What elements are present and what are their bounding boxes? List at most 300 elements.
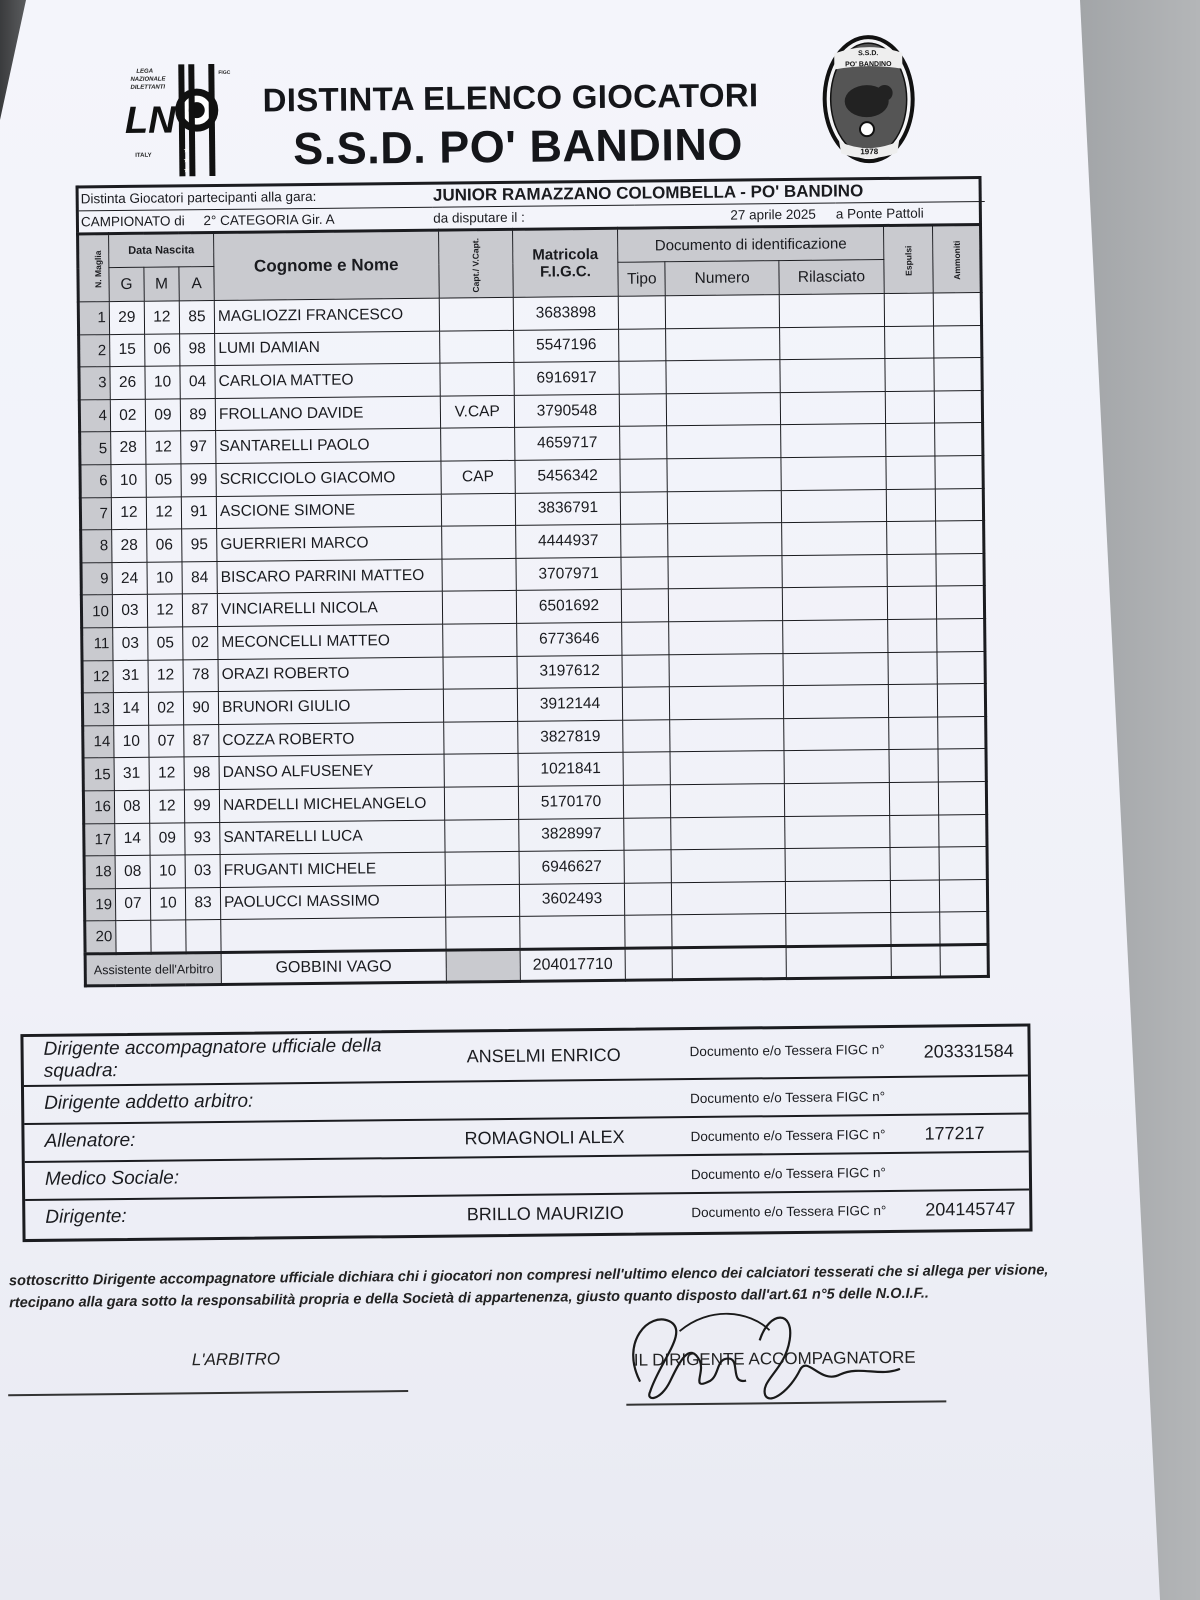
doc-tipo xyxy=(621,557,669,590)
espulsi-cell xyxy=(887,554,937,587)
doc-rilasciato xyxy=(784,750,889,784)
doc-rilasciato xyxy=(781,522,886,556)
col-name: Cognome e Nome xyxy=(214,230,439,300)
staff-doc-label: Documento e/o Tessera FIGC n° xyxy=(690,1089,886,1107)
captain-mark xyxy=(440,428,515,461)
shirt-number: 14 xyxy=(83,725,114,758)
birth-month: 02 xyxy=(148,692,183,725)
birth-month: 10 xyxy=(145,366,180,399)
doc-rilasciato xyxy=(785,880,890,914)
assistant-tipo xyxy=(625,948,673,981)
birth-day: 28 xyxy=(111,432,146,465)
birth-month: 12 xyxy=(147,594,182,627)
birth-day: 15 xyxy=(110,334,145,367)
doc-numero xyxy=(668,490,782,524)
col-document: Documento di identificazione xyxy=(618,225,884,262)
birth-month: 12 xyxy=(146,431,181,464)
player-name: MECONCELLI MATTEO xyxy=(218,624,443,659)
col-captain: Capt./ V.Capt. xyxy=(438,229,513,298)
col-ammoniti: Ammoniti xyxy=(933,224,981,292)
captain-mark xyxy=(442,558,517,591)
birth-day: 03 xyxy=(113,627,148,660)
svg-text:LEGA: LEGA xyxy=(136,68,154,75)
ammoniti-cell xyxy=(938,749,986,782)
col-matricola: Matricola F.I.G.C. xyxy=(512,228,618,297)
svg-text:PO' BANDINO: PO' BANDINO xyxy=(845,60,892,69)
player-name: PAOLUCCI MASSIMO xyxy=(220,885,445,920)
shirt-number: 12 xyxy=(82,660,113,693)
birth-year: 99 xyxy=(184,789,219,822)
player-matricola: 3827819 xyxy=(518,720,623,754)
birth-year: 03 xyxy=(185,855,220,888)
espulsi-cell xyxy=(889,782,939,815)
ammoniti-cell xyxy=(935,455,983,488)
birth-year xyxy=(186,920,221,953)
doc-rilasciato xyxy=(785,815,890,849)
birth-day: 10 xyxy=(111,464,146,497)
birth-month xyxy=(151,920,186,953)
espulsi-cell xyxy=(890,847,940,880)
player-matricola: 5170170 xyxy=(518,785,623,819)
doc-numero xyxy=(666,360,780,394)
player-matricola: 6501692 xyxy=(516,590,621,624)
match-name: JUNIOR RAMAZZANO COLOMBELLA - PO' BANDINO xyxy=(432,180,864,205)
shirt-number: 5 xyxy=(80,432,111,465)
staff-role: Dirigente accompagnatore ufficiale della squadra: xyxy=(43,1035,382,1082)
col-espulsi: Espulsi xyxy=(883,225,933,294)
captain-mark: V.CAP xyxy=(440,395,515,428)
birth-day: 24 xyxy=(112,562,147,595)
shirt-number: 2 xyxy=(79,334,110,367)
birth-month: 05 xyxy=(148,627,183,660)
espulsi-cell xyxy=(889,749,939,782)
espulsi-cell xyxy=(889,717,939,750)
shirt-number: 6 xyxy=(80,465,111,498)
shirt-number: 15 xyxy=(83,758,114,791)
doc-tipo xyxy=(619,394,667,427)
doc-tipo xyxy=(620,426,668,459)
doc-tipo xyxy=(619,361,667,394)
birth-month: 10 xyxy=(147,562,182,595)
ammoniti-cell xyxy=(934,292,982,325)
player-name: VINCIARELLI NICOLA xyxy=(217,591,442,626)
doc-rilasciato xyxy=(782,587,887,621)
doc-rilasciato xyxy=(781,456,886,490)
birth-month: 09 xyxy=(145,399,180,432)
birth-day: 14 xyxy=(113,692,148,725)
ammoniti-cell xyxy=(939,847,987,880)
birth-day: 31 xyxy=(113,660,148,693)
birth-year: 02 xyxy=(183,626,218,659)
shirt-number: 9 xyxy=(81,562,112,595)
svg-text:LN: LN xyxy=(124,99,176,142)
player-name xyxy=(221,917,446,952)
date-label: da disputare il : xyxy=(433,209,525,226)
espulsi-cell xyxy=(891,912,941,945)
staff-name: ANSELMI ENRICO xyxy=(466,1044,621,1067)
staff-name xyxy=(424,1088,664,1091)
doc-rilasciato xyxy=(782,619,887,653)
ammoniti-cell xyxy=(936,488,984,521)
doc-rilasciato xyxy=(786,913,891,947)
staff-doc-label: Documento e/o Tessera FIGC n° xyxy=(691,1203,887,1221)
captain-mark xyxy=(445,851,520,884)
birth-day: 14 xyxy=(115,823,150,856)
birth-day: 10 xyxy=(114,725,149,758)
player-matricola: 3836791 xyxy=(515,492,620,526)
birth-month: 09 xyxy=(150,822,185,855)
shirt-number: 8 xyxy=(81,530,112,563)
shirt-number: 3 xyxy=(79,367,110,400)
player-matricola: 3707971 xyxy=(516,557,621,591)
ammoniti-cell xyxy=(935,423,983,456)
club-title: S.S.D. PO' BANDINO xyxy=(292,118,744,175)
espulsi-cell xyxy=(886,423,936,456)
doc-tipo xyxy=(623,719,671,752)
col-birth: Data Nascita xyxy=(108,233,213,268)
shirt-number: 1 xyxy=(78,302,109,335)
doc-tipo xyxy=(624,882,672,915)
birth-day: 28 xyxy=(112,529,147,562)
doc-numero xyxy=(669,588,783,622)
lnd-logo xyxy=(122,62,233,181)
birth-year: 93 xyxy=(185,822,220,855)
ammoniti-cell xyxy=(937,586,985,619)
player-matricola: 1021841 xyxy=(518,753,623,787)
birth-month: 06 xyxy=(147,529,182,562)
player-matricola: 6773646 xyxy=(517,622,622,656)
assistant-label: Assistente dell'Arbitro xyxy=(85,952,221,986)
staff-box xyxy=(20,1024,1032,1243)
player-matricola: 4444937 xyxy=(516,524,621,558)
player-name: NARDELLI MICHELANGELO xyxy=(219,787,444,822)
captain-mark xyxy=(444,754,519,787)
espulsi-cell xyxy=(887,586,937,619)
doc-numero xyxy=(667,392,781,426)
svg-text:DILETTANTI: DILETTANTI xyxy=(130,84,166,91)
assistant-ammoniti xyxy=(941,944,989,977)
ammoniti-cell xyxy=(934,325,982,358)
staff-doc-number: 177217 xyxy=(924,1122,985,1144)
shirt-number: 19 xyxy=(84,888,115,921)
staff-role: Allenatore: xyxy=(44,1129,136,1152)
svg-text:NAZIONALE: NAZIONALE xyxy=(130,76,166,83)
espulsi-cell xyxy=(886,456,936,489)
ammoniti-cell xyxy=(939,781,987,814)
espulsi-cell xyxy=(888,684,938,717)
player-name: ORAZI ROBERTO xyxy=(218,657,443,692)
svg-text:S.S.D.: S.S.D. xyxy=(858,50,879,58)
player-name: SANTARELLI PAOLO xyxy=(216,429,441,464)
doc-numero xyxy=(668,555,782,589)
doc-rilasciato xyxy=(784,782,889,816)
referee-signature-line xyxy=(8,1390,408,1396)
staff-doc-label: Documento e/o Tessera FIGC n° xyxy=(690,1127,886,1145)
shirt-number: 18 xyxy=(84,856,115,889)
espulsi-cell xyxy=(888,619,938,652)
captain-mark xyxy=(443,656,518,689)
birth-year: 99 xyxy=(181,463,216,496)
birth-day: 12 xyxy=(111,497,146,530)
doc-tipo xyxy=(621,589,669,622)
espulsi-cell xyxy=(885,326,935,359)
birth-year: 87 xyxy=(182,594,217,627)
player-matricola: 3912144 xyxy=(517,687,622,721)
birth-year: 04 xyxy=(180,366,215,399)
birth-month: 07 xyxy=(149,725,184,758)
doc-tipo xyxy=(622,622,670,655)
espulsi-cell xyxy=(886,489,936,522)
espulsi-cell xyxy=(885,391,935,424)
birth-day: 31 xyxy=(114,758,149,791)
doc-numero xyxy=(672,914,786,948)
player-matricola: 6916917 xyxy=(514,361,619,395)
doc-numero xyxy=(672,881,786,915)
shirt-number: 11 xyxy=(82,628,113,661)
assistant-rilasciato xyxy=(786,945,891,979)
captain-mark xyxy=(444,786,519,819)
shirt-number: 7 xyxy=(80,497,111,530)
player-name: MAGLIOZZI FRANCESCO xyxy=(214,298,439,333)
birth-year: 95 xyxy=(182,529,217,562)
doc-tipo xyxy=(618,296,666,329)
svg-text:★: ★ xyxy=(183,156,190,165)
doc-numero xyxy=(670,751,784,785)
match-place: a Ponte Pattoli xyxy=(835,205,924,222)
shirt-number: 16 xyxy=(83,790,114,823)
staff-role: Dirigente: xyxy=(45,1205,127,1228)
captain-mark xyxy=(440,363,515,396)
player-matricola: 3828997 xyxy=(519,818,624,852)
svg-text:FIGC: FIGC xyxy=(218,69,231,76)
svg-text:★: ★ xyxy=(183,166,190,175)
staff-doc-number: 203331584 xyxy=(923,1040,1014,1062)
shirt-number: 10 xyxy=(81,595,112,628)
doc-rilasciato xyxy=(779,293,884,327)
espulsi-cell xyxy=(890,880,940,913)
doc-tipo xyxy=(623,785,671,818)
doc-rilasciato xyxy=(783,652,888,686)
ammoniti-cell xyxy=(936,521,984,554)
staff-doc-number: 204145747 xyxy=(925,1198,1016,1220)
match-date: 27 aprile 2025 xyxy=(730,206,816,223)
player-name: CARLOIA MATTEO xyxy=(215,363,440,398)
club-logo xyxy=(820,33,917,166)
player-name: LUMI DAMIAN xyxy=(215,331,440,366)
player-name: SCRICCIOLO GIACOMO xyxy=(216,461,441,496)
manager-signature-label: IL DIRIGENTE ACCOMPAGNATORE xyxy=(633,1347,916,1370)
birth-day: 08 xyxy=(115,855,150,888)
doc-numero xyxy=(671,783,785,817)
player-matricola: 5547196 xyxy=(514,329,619,363)
birth-day: 26 xyxy=(110,366,145,399)
staff-doc-label: Documento e/o Tessera FIGC n° xyxy=(690,1165,886,1183)
doc-numero xyxy=(666,327,780,361)
ammoniti-cell xyxy=(940,912,988,945)
staff-role: Medico Sociale: xyxy=(44,1167,180,1190)
player-matricola: 3602493 xyxy=(519,883,624,917)
doc-numero xyxy=(669,653,783,687)
doc-tipo xyxy=(620,491,668,524)
declaration-line-1: sottoscritto Dirigente accompagnatore ufficiale dichiara chi i giocatori non compresi nell'ultimo elenco dei calciatori tesserati che si allega per visione, xyxy=(8,1262,1049,1290)
player-name: DANSO ALFUSENEY xyxy=(219,754,444,789)
player-name: BISCARO PARRINI MATTEO xyxy=(217,559,442,594)
doc-numero xyxy=(667,458,781,492)
doc-tipo xyxy=(625,915,673,948)
declaration-line-2: rtecipano alla gara sotto la responsabilità propria e della Società di appartenenza, giusto quanto disposto dall'art.61 n°5 delle N.O.I.F.. xyxy=(9,1285,930,1312)
birth-day: 07 xyxy=(115,888,150,921)
doc-rilasciato xyxy=(785,848,890,882)
espulsi-cell xyxy=(890,814,940,847)
doc-tipo xyxy=(624,850,672,883)
birth-month: 06 xyxy=(145,333,180,366)
birth-month: 10 xyxy=(150,855,185,888)
doc-tipo xyxy=(624,817,672,850)
player-name: BRUNORI GIULIO xyxy=(218,689,443,724)
birth-year: 87 xyxy=(184,724,219,757)
captain-mark xyxy=(443,688,518,721)
players-label: Distinta Giocatori partecipanti alla gara: xyxy=(80,189,317,207)
ammoniti-cell xyxy=(934,358,982,391)
player-matricola: 3683898 xyxy=(513,296,618,330)
player-matricola: 3790548 xyxy=(514,394,619,428)
birth-year: 78 xyxy=(183,659,218,692)
birth-day: 29 xyxy=(109,301,144,334)
birth-year: 98 xyxy=(184,757,219,790)
birth-month: 05 xyxy=(146,464,181,497)
shirt-number: 13 xyxy=(82,693,113,726)
captain-mark xyxy=(444,819,519,852)
col-tipo: Tipo xyxy=(618,262,666,296)
captain-mark xyxy=(441,493,516,526)
championship-label: CAMPIONATO di xyxy=(80,213,185,230)
col-shirt: N. Maglia xyxy=(78,234,110,302)
col-g: G xyxy=(109,267,144,301)
captain-mark xyxy=(442,623,517,656)
player-matricola: 6946627 xyxy=(519,850,624,884)
doc-rilasciato xyxy=(780,359,885,393)
doc-tipo xyxy=(622,654,670,687)
player-matricola: 3197612 xyxy=(517,655,622,689)
birth-year: 90 xyxy=(183,692,218,725)
doc-rilasciato xyxy=(783,717,888,751)
player-matricola: 4659717 xyxy=(515,427,620,461)
captain-mark xyxy=(441,526,516,559)
assistant-espulsi xyxy=(891,945,941,978)
birth-year: 83 xyxy=(185,887,220,920)
assistant-numero xyxy=(673,946,787,980)
birth-month: 12 xyxy=(146,496,181,529)
captain-mark xyxy=(439,330,514,363)
doc-numero xyxy=(666,295,780,329)
captain-mark xyxy=(439,297,514,330)
captain-mark xyxy=(442,591,517,624)
birth-day xyxy=(116,920,151,953)
doc-rilasciato xyxy=(779,326,884,360)
col-m: M xyxy=(144,267,179,301)
player-matricola: 5456342 xyxy=(515,459,620,493)
staff-name xyxy=(425,1164,665,1167)
birth-year: 91 xyxy=(181,496,216,529)
birth-month: 12 xyxy=(149,790,184,823)
player-name: FRUGANTI MICHELE xyxy=(220,852,445,887)
ammoniti-cell xyxy=(939,814,987,847)
birth-month: 12 xyxy=(149,757,184,790)
doc-rilasciato xyxy=(781,489,886,523)
doc-numero xyxy=(670,686,784,720)
doc-numero xyxy=(668,523,782,557)
doc-tipo xyxy=(620,459,668,492)
ammoniti-cell xyxy=(938,716,986,749)
doc-rilasciato xyxy=(780,391,885,425)
staff-role: Dirigente addetto arbitro: xyxy=(44,1090,254,1114)
player-name: GUERRIERI MARCO xyxy=(217,526,442,561)
ammoniti-cell xyxy=(935,390,983,423)
espulsi-cell xyxy=(888,651,938,684)
doc-numero xyxy=(667,425,781,459)
doc-numero xyxy=(671,816,785,850)
ammoniti-cell xyxy=(937,618,985,651)
player-name: FROLLANO DAVIDE xyxy=(215,396,440,431)
assistant-matricola: 204017710 xyxy=(520,948,625,982)
ammoniti-cell xyxy=(938,684,986,717)
birth-day: 03 xyxy=(112,595,147,628)
doc-rilasciato xyxy=(782,554,887,588)
captain-mark xyxy=(445,884,520,917)
col-a: A xyxy=(179,267,214,301)
player-name: ASCIONE SIMONE xyxy=(216,494,441,529)
players-table xyxy=(76,223,990,988)
col-numero: Numero xyxy=(665,261,779,296)
svg-text:ITALY: ITALY xyxy=(135,152,152,159)
birth-year: 89 xyxy=(180,398,215,431)
birth-month: 10 xyxy=(150,888,185,921)
handwritten-signature xyxy=(619,1299,920,1412)
col-rilasciato: Rilasciato xyxy=(779,259,885,294)
doc-rilasciato xyxy=(783,685,888,719)
svg-text:★: ★ xyxy=(183,146,190,155)
birth-month: 12 xyxy=(144,301,179,334)
espulsi-cell xyxy=(885,358,935,391)
doc-numero xyxy=(669,621,783,655)
ammoniti-cell xyxy=(940,879,988,912)
player-name: COZZA ROBERTO xyxy=(219,722,444,757)
player-matricola xyxy=(520,916,625,950)
championship: 2° CATEGORIA Gir. A xyxy=(203,211,335,228)
birth-year: 98 xyxy=(180,333,215,366)
staff-name: BRILLO MAURIZIO xyxy=(466,1202,624,1225)
espulsi-cell xyxy=(887,521,937,554)
player-name: SANTARELLI LUCA xyxy=(220,820,445,855)
players-sheet xyxy=(76,176,990,988)
birth-year: 97 xyxy=(181,431,216,464)
doc-rilasciato xyxy=(780,424,885,458)
birth-day: 02 xyxy=(110,399,145,432)
shirt-number: 4 xyxy=(79,399,110,432)
staff-name: ROMAGNOLI ALEX xyxy=(464,1126,625,1149)
assistant-captain-cell xyxy=(446,949,521,982)
document-title: DISTINTA ELENCO GIOCATORI xyxy=(262,76,759,119)
doc-tipo xyxy=(622,687,670,720)
assistant-name: GOBBINI VAGO xyxy=(221,950,446,985)
doc-tipo xyxy=(619,328,667,361)
shirt-number: 17 xyxy=(84,823,115,856)
svg-text:1978: 1978 xyxy=(860,147,879,157)
doc-tipo xyxy=(621,524,669,557)
ammoniti-cell xyxy=(937,651,985,684)
birth-day: 08 xyxy=(114,790,149,823)
doc-numero xyxy=(671,849,785,883)
